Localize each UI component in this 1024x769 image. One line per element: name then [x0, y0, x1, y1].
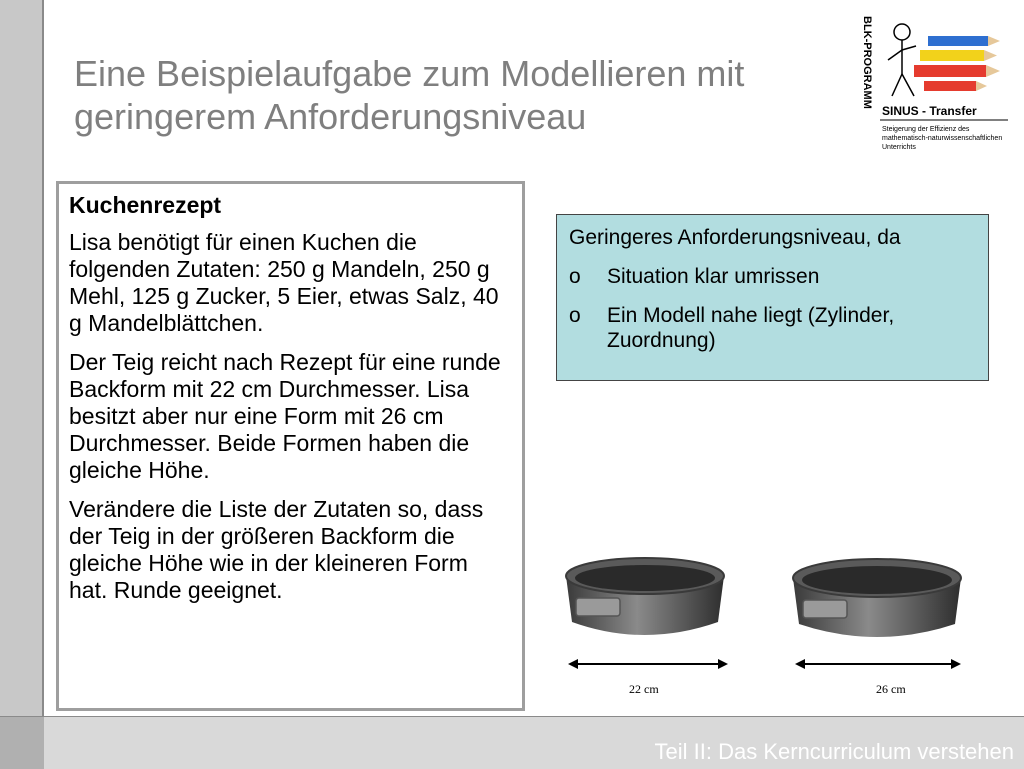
bullet-marker: o — [569, 304, 581, 327]
requirement-note — [556, 214, 989, 381]
side-bar-corner — [0, 716, 44, 769]
left-side-bar — [0, 0, 44, 768]
small-pan-label: 22 cm — [629, 682, 659, 696]
logo-name: SINUS - Transfer — [882, 104, 977, 118]
pan-clasp — [803, 600, 847, 618]
pan-clasp — [576, 598, 620, 616]
footer-text: Teil II: Das Kerncurriculum verstehen — [654, 739, 1014, 764]
note-item — [569, 303, 976, 353]
pan-inside — [802, 566, 952, 594]
footer-bar — [44, 716, 1024, 769]
pencils-icon — [914, 36, 1000, 91]
large-pan-label: 26 cm — [876, 682, 906, 696]
figure-drawing-icon — [888, 24, 916, 96]
note-item — [569, 264, 976, 289]
note-title: Geringeres Anforderungsniveau, da — [569, 226, 901, 249]
slide-title: Eine Beispielaufgabe zum Modellieren mit geringerem Anforderungsniveau — [74, 53, 745, 137]
logo-tagline-3: Unterrichts — [882, 144, 916, 151]
bullet-marker: o — [569, 265, 581, 288]
logo-tagline-2: mathematisch-naturwissenschaftlichen — [882, 135, 1003, 142]
arrow-right-icon — [951, 659, 961, 669]
recipe-task: Verändere die Liste der Zutaten so, dass der Teig in der größeren Backform die gleiche Höhe wie in der kleineren Form hat. Runde geeignet. — [69, 496, 484, 603]
logo-vertical-text: BLK-PROGRAMM — [861, 16, 873, 109]
recipe-box — [56, 181, 525, 711]
recipe-baking-form: Der Teig reicht nach Rezept für eine runde Backform mit 22 cm Durchmesser. Lisa besitzt aber nur eine Form mit 26 cm Durchmesser. Beide Formen haben die gleiche Höhe. — [69, 349, 501, 483]
arrow-left-icon — [795, 659, 805, 669]
note-item-text: Situation klar umrissen — [607, 265, 820, 288]
arrow-right-icon — [718, 659, 728, 669]
recipe-heading: Kuchenrezept — [69, 192, 222, 218]
recipe-ingredients: Lisa benötigt für einen Kuchen die folgenden Zutaten: 250 g Mandeln, 250 g Mehl, 125 g Zucker, 5 Eier, etwas Salz, 40 g Mandelblättchen. — [69, 229, 499, 336]
pan-inside — [575, 565, 715, 591]
sinus-logo — [858, 12, 1018, 154]
logo-tagline-1: Steigerung der Effizienz des — [882, 126, 970, 133]
note-item-text: Ein Modell nahe liegt (Zylinder, Zuordnung) — [607, 304, 895, 352]
arrow-left-icon — [568, 659, 578, 669]
